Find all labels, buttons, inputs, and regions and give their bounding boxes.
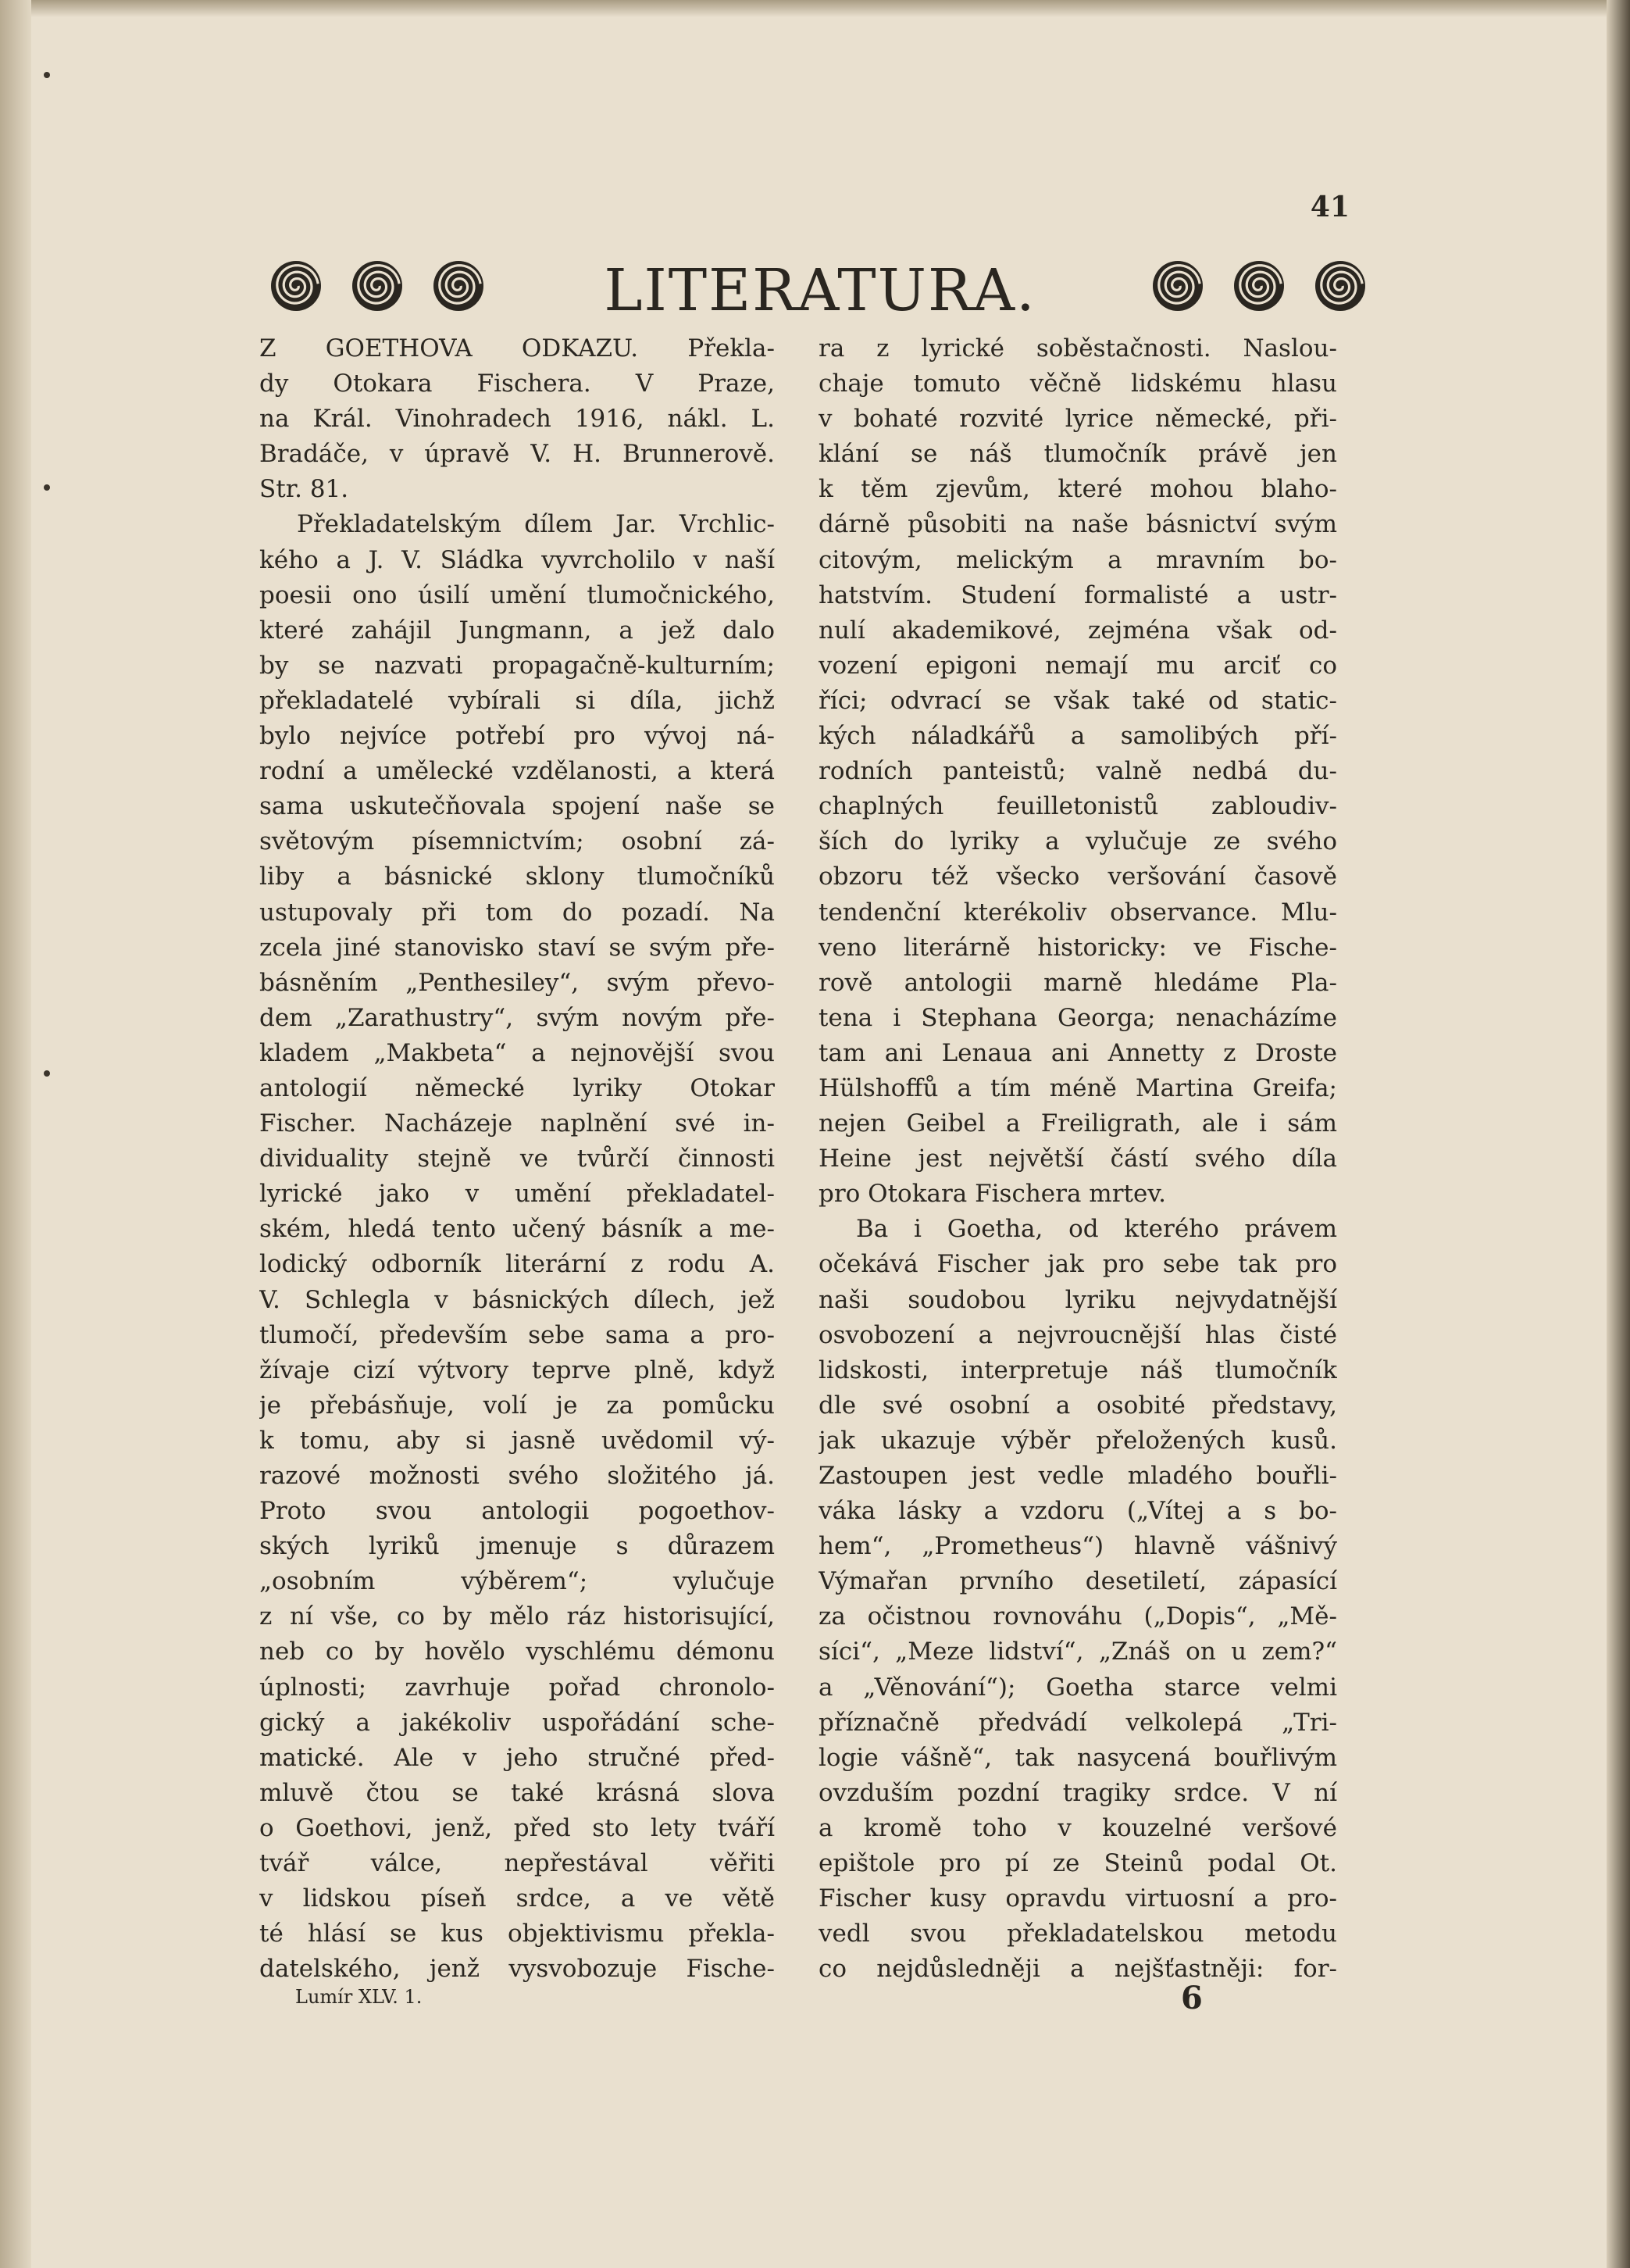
text-line: citovým, melickým a mravním bo- [819,545,1337,574]
text-line: Výmařan prvního desetiletí, zápasící [819,1567,1337,1596]
text-line: gický a jakékoliv uspořádání sche- [259,1708,775,1737]
left-column [259,331,775,1987]
text-line: světovým písemnictvím; osobní zá- [259,827,775,856]
spiral-rosette-icon [1150,258,1206,314]
text-line: tam ani Lenaua ani Annetty z Droste [819,1038,1337,1067]
text-line: Překladatelským dílem Jar. Vrchlic- [297,510,775,539]
text-line: úplnosti; zavrhuje pořad chronolo- [259,1673,775,1702]
ornament-group-right [1150,258,1368,314]
text-line: hem“, „Prometheus“) hlavně vášnivý [819,1532,1337,1561]
text-line: a „Věnování“); Goetha starce velmi [819,1673,1337,1702]
text-line: liby a básnické sklony tlumočníků [259,863,775,891]
text-line: kých náladkářů a samolibých pří- [819,722,1337,751]
text-line: poesii ono úsilí umění tlumočnického, [259,580,775,609]
text-line: Z GOETHOVA ODKAZU. Překla- [259,334,775,363]
text-line: očekává Fischer jak pro sebe tak pro [819,1250,1337,1279]
text-line: osvobození a nejvroucnější hlas čisté [819,1320,1337,1349]
footer-sheet-number: 6 [1181,1980,1203,2016]
text-line: Zastoupen jest vedle mladého bouřli- [819,1462,1337,1490]
text-line: je přebásňuje, volí je za pomůcku [259,1391,775,1420]
spiral-rosette-icon [268,258,324,314]
text-line: klání se náš tlumočník právě jen [819,440,1337,469]
text-line: chaje tomuto věčně lidskému hlasu [819,370,1337,398]
text-line: tlumočí, především sebe sama a pro- [259,1320,775,1349]
text-line: ském, hledá tento učený básník a me- [259,1215,775,1244]
text-line: pro Otokara Fischera mrtev. [819,1180,1167,1209]
text-line: jak ukazuje výběr přeložených kusů. [819,1426,1337,1455]
text-line: dle své osobní a osobité představy, [819,1391,1337,1420]
margin-mark [44,72,50,78]
text-line: z ní vše, co by mělo ráz historisující, [259,1602,775,1631]
text-line: bylo nejvíce potřebí pro vývoj ná- [259,722,775,751]
spiral-rosette-icon [1231,258,1287,314]
text-line: a kromě toho v kouzelné veršové [819,1813,1337,1842]
text-line: Fischer kusy opravdu virtuosní a pro- [819,1884,1337,1913]
text-line: chaplných feuilletonistů zabloudiv- [819,792,1337,821]
text-line: žívaje cizí výtvory teprve plně, když [259,1355,775,1384]
text-line: tvář válce, nepřestával věřiti [259,1849,775,1878]
ornament-group-left [268,258,487,314]
text-line: V. Schlegla v básnických dílech, jež [259,1285,775,1314]
right-column [819,331,1337,1987]
text-line: veno literárně historicky: ve Fische- [819,933,1337,962]
text-line: dem „Zarathustry“, svým novým pře- [259,1003,775,1032]
text-line: mluvě čtou se také krásná slova [259,1778,775,1807]
text-line: logie vášně“, tak nasycená bouřlivým [819,1743,1337,1772]
text-line: ustupovaly při tom do pozadí. Na [259,898,775,927]
text-line: lodický odborník literární z rodu A. [259,1250,775,1279]
text-line: co nejdůsledněji a nejšťastněji: for- [819,1955,1337,1984]
text-line: říci; odvrací se však také od static- [819,686,1337,715]
text-line: v bohaté rozvité lyrice německé, při- [819,405,1337,434]
text-line: překladatelé vybírali si díla, jichž [259,686,775,715]
spiral-rosette-icon [430,258,487,314]
text-line: na Král. Vinohradech 1916, nákl. L. [259,405,775,434]
text-line: příznačně předvádí velkolepá „Tri- [819,1708,1337,1737]
text-line: vození epigoni nemají mu arciť co [819,651,1337,680]
text-line: tena i Stephana Georga; nenacházíme [819,1003,1337,1032]
text-line: váka lásky a vzdoru („Vítej a s bo- [819,1497,1337,1526]
text-line: kladem „Makbeta“ a nejnovější svou [259,1038,775,1067]
section-title: LITERATURA. [604,257,1036,324]
text-line: ších do lyriky a vylučuje ze svého [819,827,1337,856]
text-line: hatstvím. Studení formalisté a ustr- [819,580,1337,609]
text-line: za očistnou rovnováhu („Dopis“, „Mě- [819,1602,1337,1631]
text-line: nejen Geibel a Freiligrath, ale i sám [819,1109,1337,1138]
text-line: ovzduším pozdní tragiky srdce. V ní [819,1778,1337,1807]
text-line: lyrické jako v umění překladatel- [259,1180,775,1209]
text-line: obzoru též všecko veršování časově [819,863,1337,891]
text-line: nulí akademikové, zejména však od- [819,616,1337,645]
text-line: Fischer. Nacházeje naplnění své in- [259,1109,775,1138]
text-line: vedl svou překladatelskou metodu [819,1920,1337,1948]
text-line: Hülshoffů a tím méně Martina Greifa; [819,1073,1337,1102]
text-line: kého a J. V. Sládka vyvrcholilo v naší [259,545,775,574]
text-line: razové možnosti svého složitého já. [259,1462,775,1490]
page-edge-top [0,0,1630,17]
text-line: Str. 81. [259,475,349,504]
text-line: epištole pro pí ze Steinů podal Ot. [819,1849,1337,1878]
text-line: antologií německé lyriky Otokar [259,1073,775,1102]
spiral-rosette-icon [1312,258,1368,314]
text-line: ra z lyrické soběstačnosti. Naslou- [819,334,1337,363]
text-line: v lidskou píseň srdce, a ve větě [259,1884,775,1913]
text-line: síci“, „Meze lidství“, „Znáš on u zem?“ [819,1638,1337,1666]
margin-mark [44,484,50,491]
text-line: datelského, jenž vysvobozuje Fische- [259,1955,775,1984]
text-line: tendenční kterékoliv observance. Mlu- [819,898,1337,927]
text-line: lidskosti, interpretuje náš tlumočník [819,1355,1337,1384]
text-line: které zahájil Jungmann, a jež dalo [259,616,775,645]
text-line: „osobním výběrem“; vylučuje [259,1567,775,1596]
text-line: sama uskutečňovala spojení naše se [259,792,775,821]
text-line: Ba i Goetha, od kterého právem [856,1215,1337,1244]
text-line: Bradáče, v úpravě V. H. Brunnerově. [259,440,775,469]
page-edge-left [0,0,31,2268]
page-number: 41 [1310,191,1350,223]
text-line: rově antologii marně hledáme Pla- [819,968,1337,997]
text-line: rodní a umělecké vzdělanosti, a která [259,757,775,786]
text-line: rodních panteistů; valně nedbá du- [819,757,1337,786]
spiral-rosette-icon [349,258,405,314]
text-line: neb co by hovělo vyschlému démonu [259,1638,775,1666]
text-line: dy Otokara Fischera. V Praze, [259,370,775,398]
text-line: dividuality stejně ve tvůrčí činnosti [259,1145,775,1173]
page-edge-right [1607,0,1630,2268]
text-line: by se nazvati propagačně-kulturním; [259,651,775,680]
text-line: Heine jest největší částí svého díla [819,1145,1337,1173]
margin-mark [44,1070,50,1077]
text-line: Proto svou antologii pogoethov- [259,1497,775,1526]
text-line: naši soudobou lyriku nejvydatnější [819,1285,1337,1314]
text-line: k tomu, aby si jasně uvědomil vý- [259,1426,775,1455]
text-line: zcela jiné stanovisko staví se svým pře- [259,933,775,962]
text-line: té hlásí se kus objektivismu překla- [259,1920,775,1948]
text-line: dárně působiti na naše básnictví svým [819,510,1337,539]
text-line: k těm zjevům, které mohou blaho- [819,475,1337,504]
text-line: ských lyriků jmenuje s důrazem [259,1532,775,1561]
text-line: básněním „Penthesiley“, svým převo- [259,968,775,997]
text-line: matické. Ale v jeho stručné před- [259,1743,775,1772]
text-line: o Goethovi, jenž, před sto lety tváří [259,1813,775,1842]
footer-signature: Lumír XLV. 1. [295,1986,423,2008]
